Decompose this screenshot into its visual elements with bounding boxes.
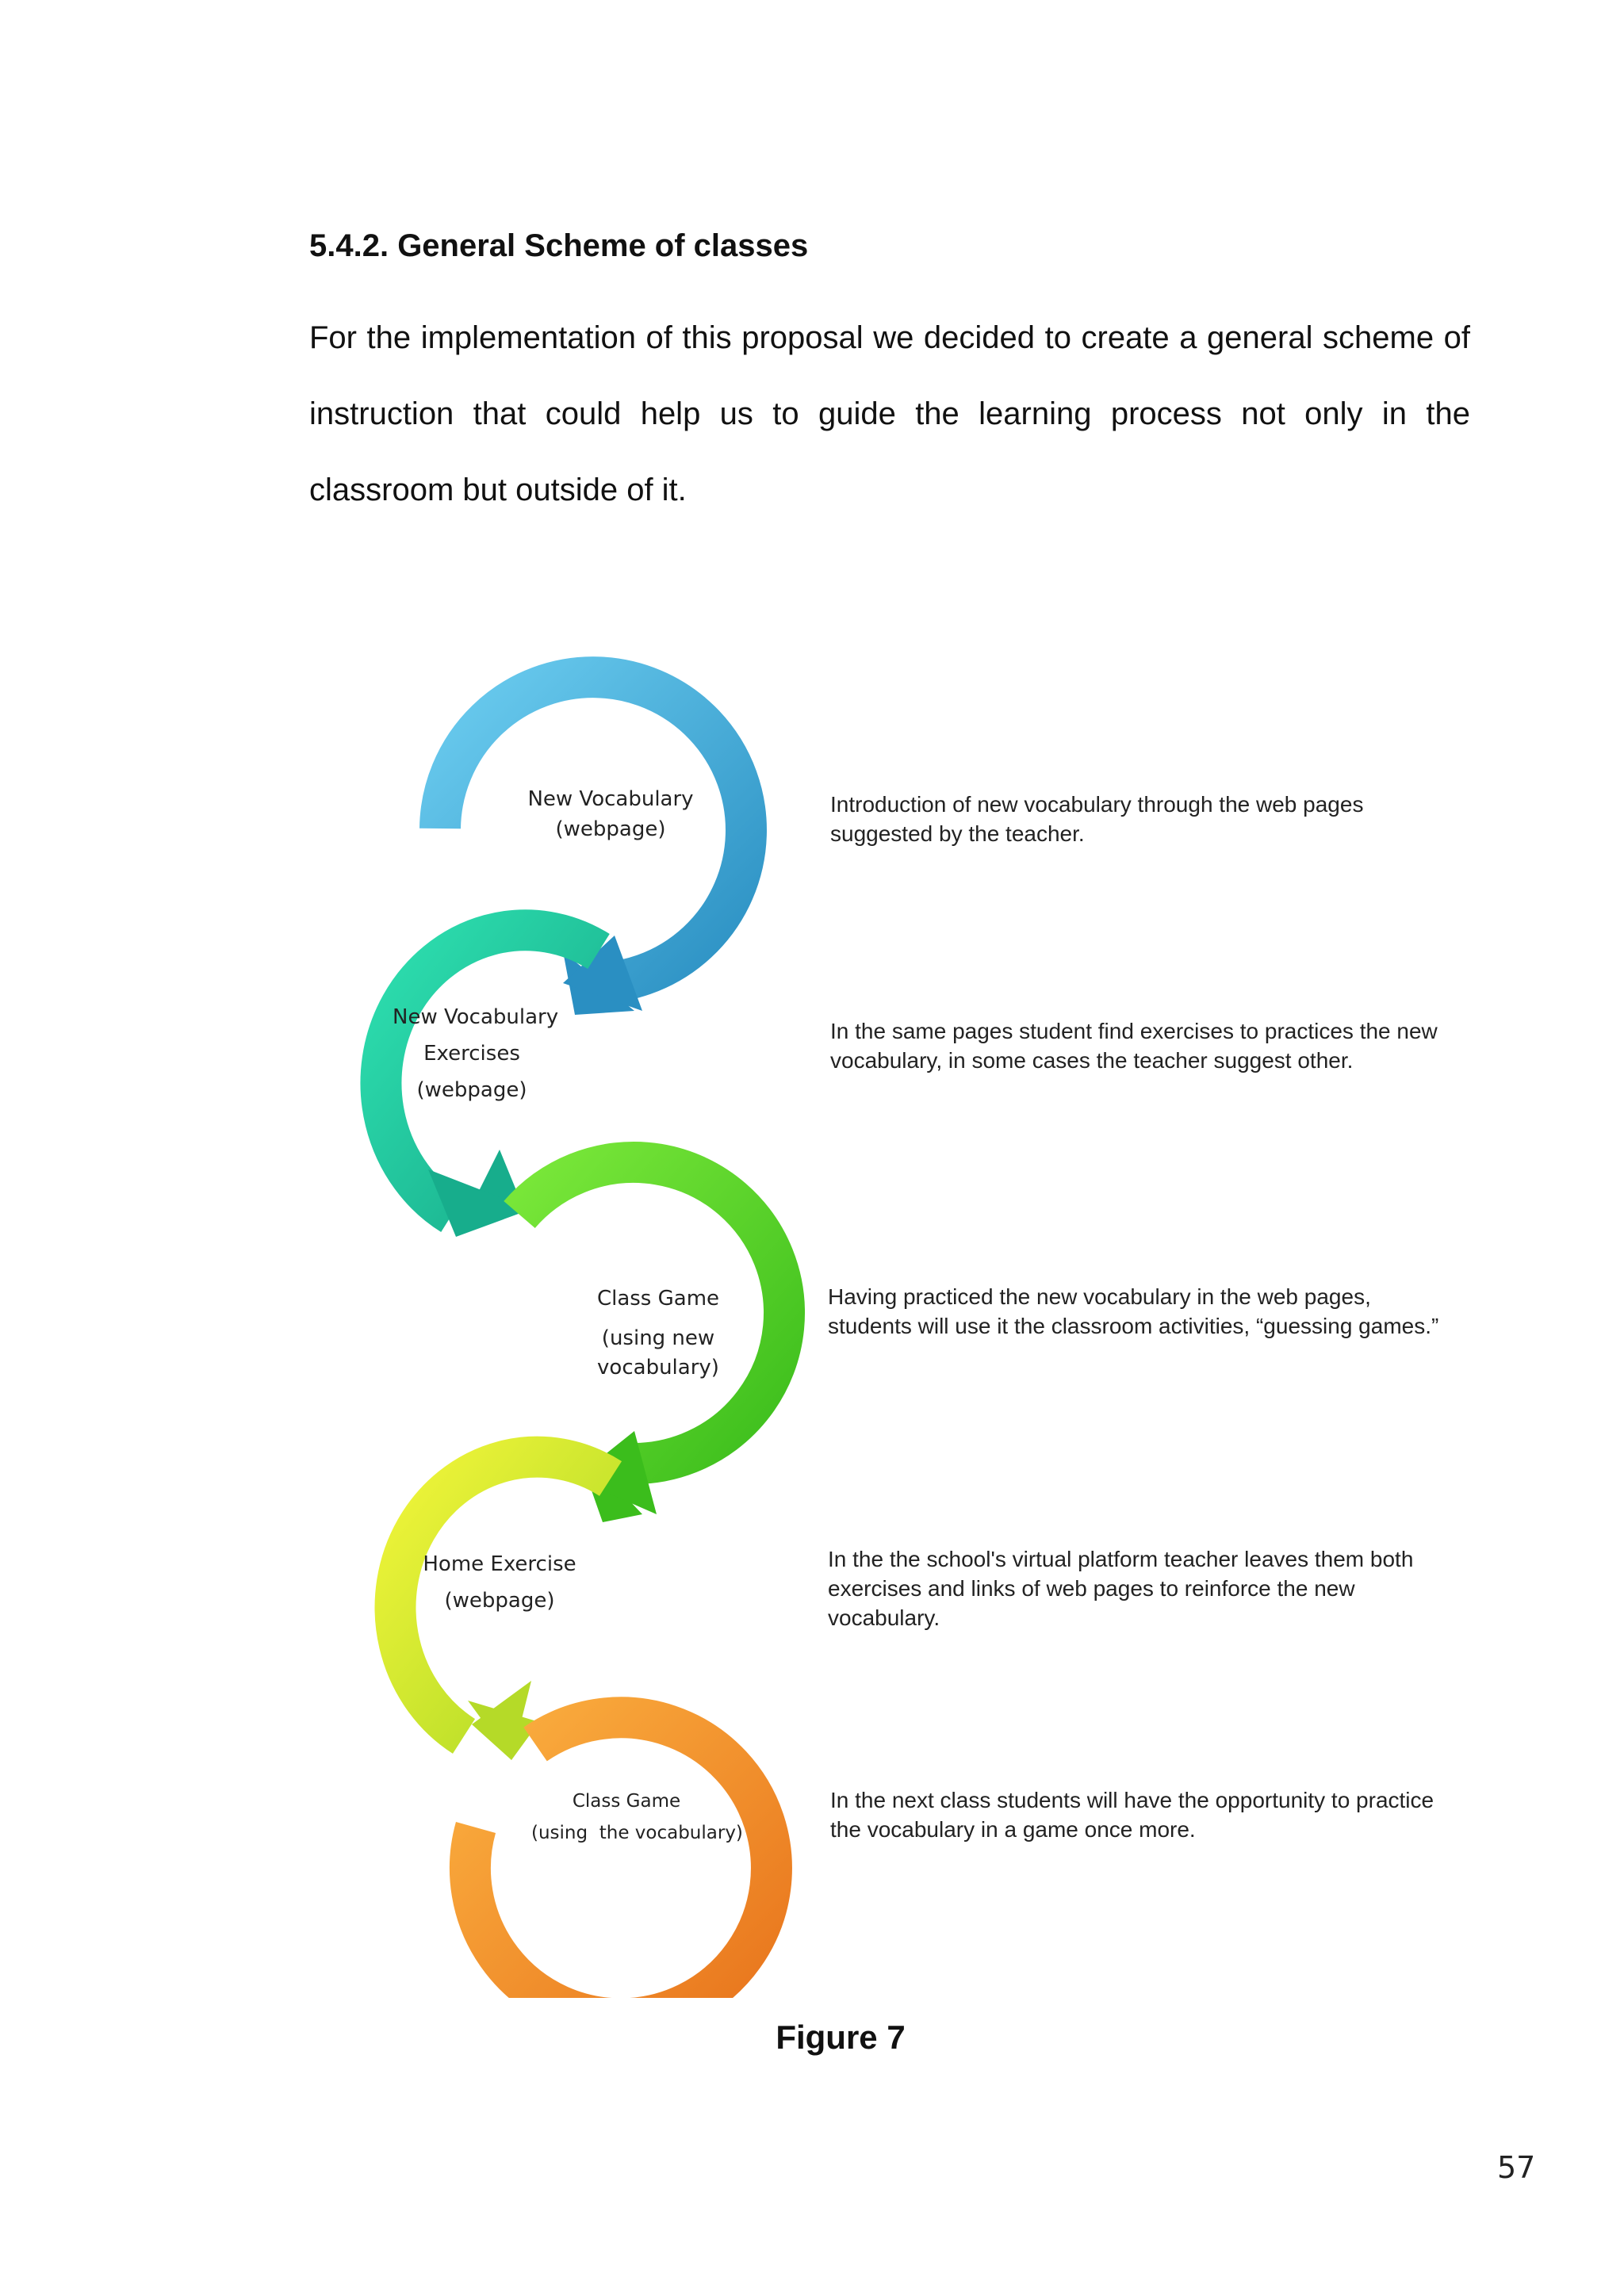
step-3-description: Having practiced the new vocabulary in the web pages, students will use it the classroom activities, “guessing games.” [828,1284,1439,1338]
figure-caption: Figure 7 [776,2019,906,2056]
step-5-label: Class Game (using the vocabulary) [531,1791,743,1843]
step-1-description: Introduction of new vocabulary through the web pages suggested by the teacher. [830,792,1364,846]
step-5-description: In the next class students will have the opportunity to practice the vocabulary in a game once more. [830,1788,1434,1842]
class-scheme-figure [301,650,1624,1998]
section-heading: 5.4.2. General Scheme of classes [309,228,809,263]
body-paragraph: For the implementation of this proposal we decided to create a general scheme of instruction that could help us to guide the learning process not only in the classroom but outside of it. [309,320,1470,507]
step-4-description: In the the school's virtual platform teacher leaves them both exercises and links of web pages to reinforce the new vocabulary. [828,1547,1414,1630]
step-1-arrow [440,677,746,1015]
step-2-label: New Vocabulary Exercises (webpage) [393,1005,559,1102]
step-5-arrow [470,1717,772,1998]
step-1-label: New Vocabulary (webpage) [527,787,694,841]
page-number: 57 [1497,2150,1536,2185]
step-3-label: Class Game (using new vocabulary) [596,1287,720,1380]
step-2-description: In the same pages student find exercises to practices the new vocabulary, in some cases the teacher suggest other. [830,1019,1438,1073]
step-4-label: Home Exercise (webpage) [423,1552,576,1613]
